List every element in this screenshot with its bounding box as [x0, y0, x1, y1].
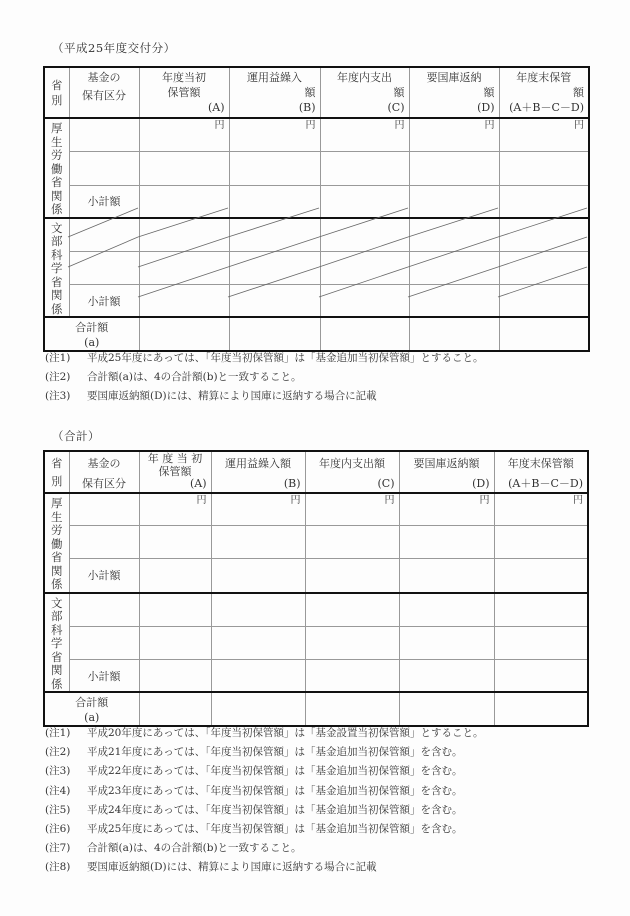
fund-type-cell[interactable]	[69, 493, 139, 526]
header-col-a: 年度当初 保管額 (A)	[139, 67, 229, 118]
header-fund-type: 基金の 保有区分	[69, 451, 139, 493]
subtotal-label: 小計額	[69, 285, 139, 317]
ministry-label-mext: 文 部 科 学 省 関 係	[44, 593, 69, 693]
amount-a-cell[interactable]	[139, 593, 211, 627]
hatched-cell	[229, 285, 320, 317]
hatched-cell	[320, 251, 409, 285]
note-item: (注5) 平成24年度にあっては、「年度当初保管額」は「基金追加当初保管額」を含む。	[45, 803, 463, 816]
note-item: (注3) 平成22年度にあっては、「年度当初保管額」は「基金追加当初保管額」を含む。	[45, 765, 463, 778]
amount-b-cell[interactable]: 円	[211, 493, 305, 526]
header-col-d: 要国庫返納 額 (D)	[409, 67, 499, 118]
mhlw-row-1	[44, 118, 589, 152]
amount-d-cell[interactable]	[409, 152, 499, 186]
subtotal-a-cell[interactable]	[139, 559, 211, 593]
amount-b-cell[interactable]: 円	[229, 118, 320, 152]
hatched-cell	[139, 218, 229, 252]
total-c-cell[interactable]	[305, 692, 399, 726]
mext-row-1	[44, 593, 588, 627]
subtotal-c-cell[interactable]	[320, 185, 409, 217]
mhlw-row-2	[44, 526, 588, 559]
total-b-cell[interactable]	[229, 317, 320, 351]
mext-row-1	[44, 218, 589, 252]
mhlw-row-2	[44, 152, 589, 186]
amount-b-cell[interactable]	[211, 626, 305, 660]
header-col-e: 年度末保管額 (A＋B－C－D)	[494, 451, 588, 493]
mext-subtotal-row	[44, 660, 588, 692]
total-row	[44, 317, 589, 351]
total-e-cell[interactable]	[494, 692, 588, 726]
total-d-cell[interactable]	[399, 692, 494, 726]
note-item: (注8) 要国庫返納額(D)には、精算により国庫に返納する場合に記載	[45, 861, 377, 874]
subtotal-d-cell[interactable]	[409, 185, 499, 217]
total-row	[44, 692, 588, 726]
subtotal-e-cell[interactable]	[499, 185, 589, 217]
amount-c-cell[interactable]: 円	[320, 118, 409, 152]
hatched-cell	[69, 251, 139, 285]
table1-fund-balance-fy25	[43, 66, 590, 352]
header-col-d: 要国庫返納額 (D)	[399, 451, 494, 493]
table2-fund-balance-total	[43, 450, 589, 727]
amount-b-cell[interactable]	[211, 526, 305, 559]
total-label: 合計額 (a)	[44, 317, 139, 351]
mext-row-2	[44, 626, 588, 660]
note-item: (注7) 合計額(a)は、4の合計額(b)と一致すること。	[45, 842, 302, 855]
hatched-cell	[409, 218, 499, 252]
amount-b-cell[interactable]	[229, 152, 320, 186]
amount-c-cell[interactable]	[305, 526, 399, 559]
hatched-cell	[229, 251, 320, 285]
ministry-label-mhlw: 厚 生 労 働 省 関 係	[44, 493, 69, 593]
hatched-cell	[139, 251, 229, 285]
note-item: (注3) 要国庫返納額(D)には、精算により国庫に返納する場合に記載	[45, 390, 377, 403]
note-item: (注6) 平成25年度にあっては、「年度当初保管額」は「基金追加当初保管額」を含む。	[45, 823, 463, 836]
total-d-cell[interactable]	[409, 317, 499, 351]
subtotal-c-cell[interactable]	[305, 559, 399, 593]
amount-e-cell[interactable]: 円	[499, 118, 589, 152]
amount-a-cell[interactable]	[139, 152, 229, 186]
note-item: (注2) 合計額(a)は、4の合計額(b)と一致すること。	[45, 371, 302, 384]
hatched-cell	[499, 218, 589, 252]
amount-e-cell[interactable]: 円	[494, 493, 588, 526]
header-col-c: 年度内支出額 (C)	[305, 451, 399, 493]
amount-e-cell[interactable]	[494, 626, 588, 660]
mhlw-subtotal-row	[44, 559, 588, 593]
mext-subtotal-row	[44, 285, 589, 317]
subtotal-label: 小計額	[69, 185, 139, 217]
subtotal-c-cell[interactable]	[305, 660, 399, 692]
subtotal-e-cell[interactable]	[494, 660, 588, 692]
amount-e-cell[interactable]	[494, 593, 588, 627]
amount-c-cell[interactable]	[320, 152, 409, 186]
subtotal-d-cell[interactable]	[399, 559, 494, 593]
subtotal-b-cell[interactable]	[211, 660, 305, 692]
mhlw-subtotal-row	[44, 185, 589, 217]
header-col-b: 運用益繰入額 (B)	[211, 451, 305, 493]
hatched-cell	[499, 251, 589, 285]
subtotal-b-cell[interactable]	[229, 185, 320, 217]
header-col-c: 年度内支出 額 (C)	[320, 67, 409, 118]
header-col-b: 運用益繰入 額 (B)	[229, 67, 320, 118]
amount-d-cell[interactable]	[399, 626, 494, 660]
header-fund-type: 基金の 保有区分	[69, 67, 139, 118]
total-label: 合計額 (a)	[44, 692, 139, 726]
fund-type-cell[interactable]	[69, 118, 139, 152]
hatched-cell	[229, 218, 320, 252]
header-row	[44, 67, 589, 118]
notes-table1	[45, 349, 484, 407]
total-e-cell[interactable]	[499, 317, 589, 351]
fund-type-cell[interactable]	[69, 593, 139, 627]
amount-d-cell[interactable]: 円	[409, 118, 499, 152]
header-ministry: 省 別	[44, 67, 69, 118]
amount-a-cell[interactable]	[139, 526, 211, 559]
amount-a-cell[interactable]: 円	[139, 118, 229, 152]
amount-c-cell[interactable]: 円	[305, 493, 399, 526]
note-item: (注4) 平成23年度にあっては、「年度当初保管額」は「基金追加当初保管額」を含む。	[45, 784, 463, 797]
hatched-cell	[409, 251, 499, 285]
total-b-cell[interactable]	[211, 692, 305, 726]
total-a-cell[interactable]	[139, 317, 229, 351]
header-col-a: 年 度 当 初 保管額 (A)	[139, 451, 211, 493]
amount-c-cell[interactable]	[305, 626, 399, 660]
amount-a-cell[interactable]	[139, 626, 211, 660]
note-item: (注1) 平成20年度にあっては、「年度当初保管額」は「基金設置当初保管額」とすること。	[45, 727, 484, 739]
subtotal-a-cell[interactable]	[139, 185, 229, 217]
subtotal-d-cell[interactable]	[399, 660, 494, 692]
hatched-cell	[320, 218, 409, 252]
subtotal-a-cell[interactable]	[139, 660, 211, 692]
amount-a-cell[interactable]: 円	[139, 493, 211, 526]
subtotal-e-cell[interactable]	[494, 559, 588, 593]
mext-row-2	[44, 251, 589, 285]
fund-type-cell[interactable]	[69, 626, 139, 660]
table2-caption: （合計）	[52, 429, 100, 443]
total-a-cell[interactable]	[139, 692, 211, 726]
amount-c-cell[interactable]	[305, 593, 399, 627]
fund-type-cell[interactable]	[69, 526, 139, 559]
amount-d-cell[interactable]	[399, 593, 494, 627]
amount-b-cell[interactable]	[211, 593, 305, 627]
amount-e-cell[interactable]	[499, 152, 589, 186]
header-col-e: 年度末保管 額 (A＋B－C－D)	[499, 67, 589, 118]
hatched-cell	[499, 285, 589, 317]
hatched-cell	[139, 285, 229, 317]
subtotal-b-cell[interactable]	[211, 559, 305, 593]
header-row	[44, 451, 588, 493]
ministry-label-mext: 文 部 科 学 省 関 係	[44, 218, 69, 318]
subtotal-label: 小計額	[69, 559, 139, 593]
fund-type-cell[interactable]	[69, 152, 139, 186]
note-item: (注2) 平成21年度にあっては、「年度当初保管額」は「基金追加当初保管額」を含む。	[45, 746, 463, 759]
ministry-label-mhlw: 厚 生 労 働 省 関 係	[44, 118, 69, 218]
header-ministry: 省 別	[44, 451, 69, 493]
amount-e-cell[interactable]	[494, 526, 588, 559]
subtotal-label: 小計額	[69, 660, 139, 692]
hatched-cell	[69, 218, 139, 252]
table1-caption: （平成25年度交付分）	[52, 41, 176, 55]
hatched-cell	[409, 285, 499, 317]
note-item: (注1) 平成25年度にあっては、「年度当初保管額」は「基金追加当初保管額」とすること。	[45, 352, 484, 364]
hatched-cell	[320, 285, 409, 317]
amount-d-cell[interactable]: 円	[399, 493, 494, 526]
notes-table2	[45, 724, 484, 878]
amount-d-cell[interactable]	[399, 526, 494, 559]
mhlw-row-1	[44, 493, 588, 526]
total-c-cell[interactable]	[320, 317, 409, 351]
